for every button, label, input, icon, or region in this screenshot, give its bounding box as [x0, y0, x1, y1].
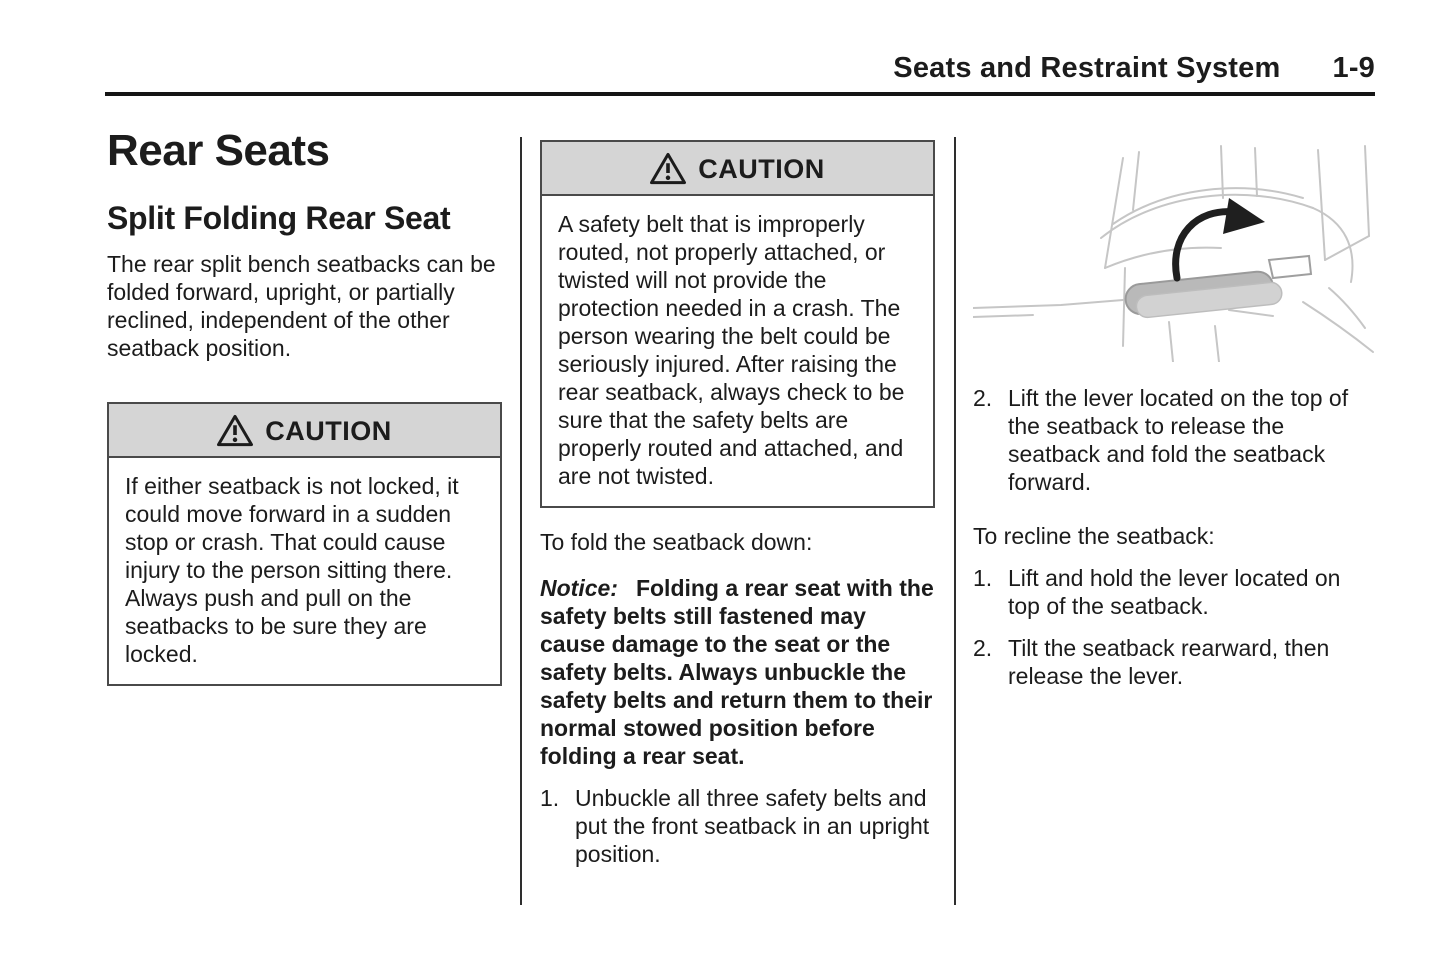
step-number: 2. — [973, 385, 993, 411]
column-separator-2 — [954, 137, 956, 905]
step-text: Lift the lever located on the top of the seatback to release the seatback and fold the seatback forward. — [1008, 385, 1349, 495]
step-text: Tilt the seatback rearward, then release the lever. — [1008, 635, 1330, 689]
column-separator-1 — [520, 137, 522, 905]
step-text: Unbuckle all three safety belts and put the front seatback in an upright position. — [575, 785, 930, 867]
column-right — [973, 140, 1376, 690]
recline-step-2 — [973, 634, 1376, 690]
notice-label: Notice: — [540, 575, 618, 601]
running-header — [105, 52, 1375, 85]
caution-header — [542, 142, 933, 196]
warning-triangle-icon — [650, 152, 686, 185]
step-number: 2. — [973, 635, 993, 661]
notice-body: Folding a rear seat with the safety belts still fastened may cause damage to the seat or the safety belts. Always unbuckle the safety belts and return them to their normal stowed position before folding a rear seat. — [540, 575, 934, 769]
intro-paragraph: The rear split bench seatbacks can be folded forward, upright, or partially reclined, independent of the other seatback position. — [107, 251, 496, 361]
fold-step-2 — [973, 384, 1376, 496]
caution-box-left — [107, 402, 502, 686]
notice-paragraph — [540, 574, 935, 770]
column-left — [107, 128, 502, 686]
step-text: Lift and hold the lever located on top of the seatback. — [1008, 565, 1341, 619]
caution-label: CAUTION — [698, 153, 825, 184]
fold-step-1 — [540, 784, 935, 868]
fold-intro: To fold the seatback down: — [540, 529, 813, 555]
page-number: 1-9 — [1332, 52, 1375, 84]
caution-body: If either seatback is not locked, it could move forward in a sudden stop or crash. That could cause injury to the person sitting there. Always push and pull on the seatbacks to be sure they are locked. — [125, 473, 459, 667]
seatback-lever-illustration — [973, 140, 1376, 362]
caution-body: A safety belt that is improperly routed, not properly attached, or twisted will not provide the protection needed in a crash. The person wearing the belt could be seriously injured. After raising the rear seatback, always check to be sure that the safety belts are properly routed and attached, and are not twisted. — [558, 211, 905, 489]
step-number: 1. — [540, 785, 560, 811]
header-rule — [105, 92, 1375, 96]
recline-intro: To recline the seatback: — [973, 523, 1215, 549]
subsection-heading: Split Folding Rear Seat — [107, 200, 451, 236]
warning-triangle-icon — [217, 414, 253, 447]
caution-box-middle — [540, 140, 935, 508]
step-number: 1. — [973, 565, 993, 591]
chapter-title: Seats and Restraint System — [893, 52, 1281, 84]
recline-step-1 — [973, 564, 1376, 620]
section-heading: Rear Seats — [107, 126, 330, 175]
caution-header — [109, 404, 500, 458]
caution-label: CAUTION — [265, 415, 392, 446]
column-middle — [540, 140, 935, 868]
